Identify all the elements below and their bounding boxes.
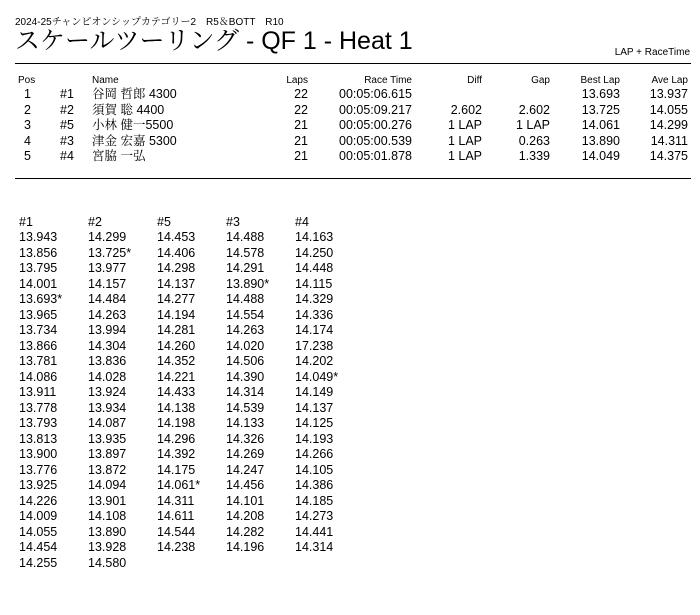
result-pos: 5 (24, 149, 31, 163)
lap-time: 14.049* (295, 369, 339, 384)
result-name: 宮脇 一弘 (92, 149, 146, 163)
page-title: スケールツーリング - QF 1 - Heat 1 (15, 27, 413, 55)
lap-time: 14.441 (295, 524, 334, 539)
lap-time: 13.925 (19, 478, 58, 492)
result-pos: 4 (24, 133, 31, 148)
lap-time: 14.611 (157, 509, 195, 523)
lap-time: 14.554 (226, 307, 265, 322)
results-divider (15, 178, 691, 179)
lap-time: 13.693* (19, 292, 63, 306)
lap-time: 13.725* (88, 245, 132, 260)
col-header-name: Name (92, 75, 119, 86)
lap-time: 14.539 (226, 400, 265, 415)
lap-time: 13.943 (19, 230, 58, 244)
lap-time: 13.734 (19, 323, 58, 337)
result-ave-lap: 14.375 (649, 149, 688, 163)
lap-time: 14.137 (295, 400, 334, 415)
result-gap: 1 LAP (515, 118, 550, 132)
lap-time: 13.994 (88, 323, 127, 337)
lap-time: 14.281 (157, 323, 196, 337)
lap-column-header: #1 (19, 215, 33, 229)
lap-time: 13.890* (226, 276, 270, 291)
lap-column (88, 215, 158, 571)
result-ave-lap: 13.937 (649, 87, 688, 101)
result-laps: 22 (294, 102, 308, 117)
lap-time: 14.406 (157, 245, 196, 260)
lap-time: 14.433 (157, 385, 196, 399)
result-car: #2 (60, 102, 74, 117)
result-name: 小林 健一5500 (92, 118, 174, 132)
lap-time: 14.137 (157, 276, 196, 291)
lap-time: 14.390 (226, 369, 265, 384)
header-divider (15, 63, 691, 64)
lap-time: 14.094 (88, 478, 127, 492)
lap-time: 13.935 (88, 431, 127, 446)
result-name: 谷岡 哲郎 4300 (92, 87, 177, 101)
lap-time: 14.087 (88, 416, 127, 430)
lap-time: 14.133 (226, 416, 265, 430)
lap-time: 14.291 (226, 261, 265, 275)
lap-time: 14.263 (226, 323, 265, 337)
lap-time: 14.105 (295, 462, 334, 477)
lap-time: 14.266 (295, 447, 334, 461)
lap-time: 14.202 (295, 354, 334, 368)
result-gap: 0.263 (518, 133, 550, 148)
lap-time: 14.488 (226, 230, 265, 244)
lap-time: 14.488 (226, 292, 265, 306)
lap-time: 13.836 (88, 354, 127, 368)
lap-time: 13.781 (19, 354, 58, 368)
lap-time: 14.115 (295, 276, 333, 291)
lap-time: 14.238 (157, 540, 196, 554)
lap-time: 14.544 (157, 524, 196, 539)
result-ave-lap: 14.299 (649, 118, 688, 132)
lap-time: 14.352 (157, 354, 196, 368)
result-car: #3 (60, 133, 74, 148)
lap-column-header: #5 (157, 215, 171, 229)
lap-column (226, 215, 296, 556)
lap-time: 13.813 (19, 431, 58, 446)
result-best-lap: 14.061 (581, 118, 620, 132)
lap-time: 14.163 (295, 230, 334, 244)
result-ave-lap: 14.311 (650, 133, 688, 148)
lap-time: 14.028 (88, 369, 127, 384)
lap-time: 14.453 (157, 230, 196, 244)
lap-time: 14.386 (295, 478, 334, 492)
lap-time: 13.924 (88, 385, 127, 399)
result-car: #5 (60, 118, 74, 132)
result-pos: 1 (24, 87, 31, 101)
lap-time: 14.448 (295, 261, 334, 275)
lap-time: 13.965 (19, 307, 58, 322)
lap-time: 14.277 (157, 292, 196, 306)
lap-time: 13.928 (88, 540, 127, 554)
lap-time: 14.326 (226, 431, 265, 446)
result-best-lap: 13.725 (581, 102, 620, 117)
col-header-best-lap: Best Lap (580, 75, 620, 86)
col-header-pos: Pos (18, 75, 36, 86)
event-subtitle: 2024-25チャンピオンシップカテゴリー2 R5＆BOTT R10 (15, 17, 284, 28)
lap-time: 14.149 (295, 385, 334, 399)
result-race-time: 00:05:01.878 (339, 149, 412, 163)
lap-time: 14.311 (157, 493, 195, 508)
result-race-time: 00:05:00.539 (339, 133, 412, 148)
lap-time: 14.282 (226, 524, 265, 539)
lap-time: 13.866 (19, 338, 58, 353)
lap-time: 14.226 (19, 493, 58, 508)
lap-time: 14.138 (157, 400, 196, 415)
lap-time: 14.196 (226, 540, 265, 554)
result-car: #1 (60, 87, 74, 101)
lap-time: 14.221 (157, 369, 196, 384)
lap-time: 14.247 (226, 462, 265, 477)
lap-time: 13.900 (19, 447, 58, 461)
lap-time: 13.897 (88, 447, 127, 461)
lap-time: 14.020 (226, 338, 265, 353)
result-laps: 21 (294, 149, 308, 163)
lap-time: 14.175 (157, 462, 196, 477)
lap-time: 14.194 (157, 307, 196, 322)
result-race-time: 00:05:09.217 (339, 102, 412, 117)
lap-time: 13.872 (88, 462, 127, 477)
lap-time: 14.086 (19, 369, 58, 384)
lap-time: 17.238 (295, 338, 334, 353)
lap-time: 14.329 (295, 292, 334, 306)
lap-time: 14.009 (19, 509, 58, 523)
lap-time: 14.269 (226, 447, 265, 461)
result-diff: 1 LAP (447, 149, 482, 163)
lap-column-header: #4 (295, 215, 309, 229)
lap-column-header: #2 (88, 215, 102, 229)
lap-time: 13.977 (88, 261, 127, 275)
lap-time: 14.108 (88, 509, 127, 523)
lap-time: 14.193 (295, 431, 334, 446)
result-diff: 1 LAP (447, 133, 482, 148)
lap-time: 14.125 (295, 416, 334, 430)
lap-time: 13.856 (19, 245, 58, 260)
lap-time: 13.934 (88, 400, 127, 415)
lap-time: 14.174 (295, 323, 334, 337)
result-best-lap: 13.890 (581, 133, 620, 148)
lap-time: 13.776 (19, 462, 58, 477)
lap-time: 14.506 (226, 354, 265, 368)
result-name: 津金 宏嘉 5300 (92, 133, 177, 148)
col-header-laps: Laps (286, 75, 308, 86)
col-header-race-time: Race Time (364, 75, 412, 86)
result-gap: 2.602 (518, 102, 550, 117)
scoring-method: LAP + RaceTime (614, 47, 690, 58)
lap-time: 14.263 (88, 307, 127, 322)
result-pos: 3 (24, 118, 31, 132)
lap-time: 14.255 (19, 555, 58, 570)
lap-time: 14.208 (226, 509, 265, 523)
lap-time: 14.578 (226, 245, 265, 260)
result-gap: 1.339 (518, 149, 550, 163)
result-diff: 2.602 (450, 102, 482, 117)
lap-time: 14.298 (157, 261, 196, 275)
lap-column (295, 215, 365, 556)
lap-time: 13.890 (88, 524, 127, 539)
result-pos: 2 (24, 102, 31, 117)
lap-time: 14.273 (295, 509, 334, 523)
lap-time: 14.157 (88, 276, 127, 291)
result-best-lap: 13.693 (581, 87, 620, 101)
lap-time: 14.061* (157, 478, 201, 492)
result-diff: 1 LAP (447, 118, 482, 132)
lap-column (157, 215, 227, 556)
lap-time: 14.101 (226, 493, 265, 508)
lap-time: 14.314 (226, 385, 265, 399)
lap-time: 14.456 (226, 478, 265, 492)
lap-time: 14.304 (88, 338, 127, 353)
result-name: 須賀 聡 4400 (92, 102, 165, 117)
col-header-ave-lap: Ave Lap (651, 75, 688, 86)
lap-time: 14.198 (157, 416, 196, 430)
lap-time: 14.296 (157, 431, 196, 446)
lap-time: 14.260 (157, 338, 196, 353)
result-car: #4 (60, 149, 74, 163)
lap-time: 14.250 (295, 245, 334, 260)
lap-time: 14.580 (88, 555, 127, 570)
lap-time: 13.793 (19, 416, 58, 430)
lap-time: 13.901 (88, 493, 127, 508)
lap-time: 14.314 (295, 540, 334, 554)
result-race-time: 00:05:00.276 (339, 118, 412, 132)
lap-time: 13.911 (19, 385, 57, 399)
lap-column-header: #3 (226, 215, 240, 229)
lap-time: 14.454 (19, 540, 58, 554)
result-race-time: 00:05:06.615 (339, 87, 412, 101)
lap-time: 14.336 (295, 307, 334, 322)
result-best-lap: 14.049 (581, 149, 620, 163)
result-laps: 22 (294, 87, 308, 101)
lap-time: 14.484 (88, 292, 127, 306)
col-header-gap: Gap (531, 75, 550, 86)
col-header-diff: Diff (467, 75, 482, 86)
lap-time: 13.795 (19, 261, 58, 275)
lap-column (19, 215, 89, 571)
lap-time: 14.185 (295, 493, 334, 508)
lap-time: 13.778 (19, 400, 58, 415)
result-ave-lap: 14.055 (649, 102, 688, 117)
lap-time: 14.299 (88, 230, 127, 244)
result-laps: 21 (294, 133, 308, 148)
result-laps: 21 (294, 118, 308, 132)
lap-time: 14.055 (19, 524, 58, 539)
lap-time: 14.392 (157, 447, 196, 461)
lap-time: 14.001 (19, 276, 58, 291)
